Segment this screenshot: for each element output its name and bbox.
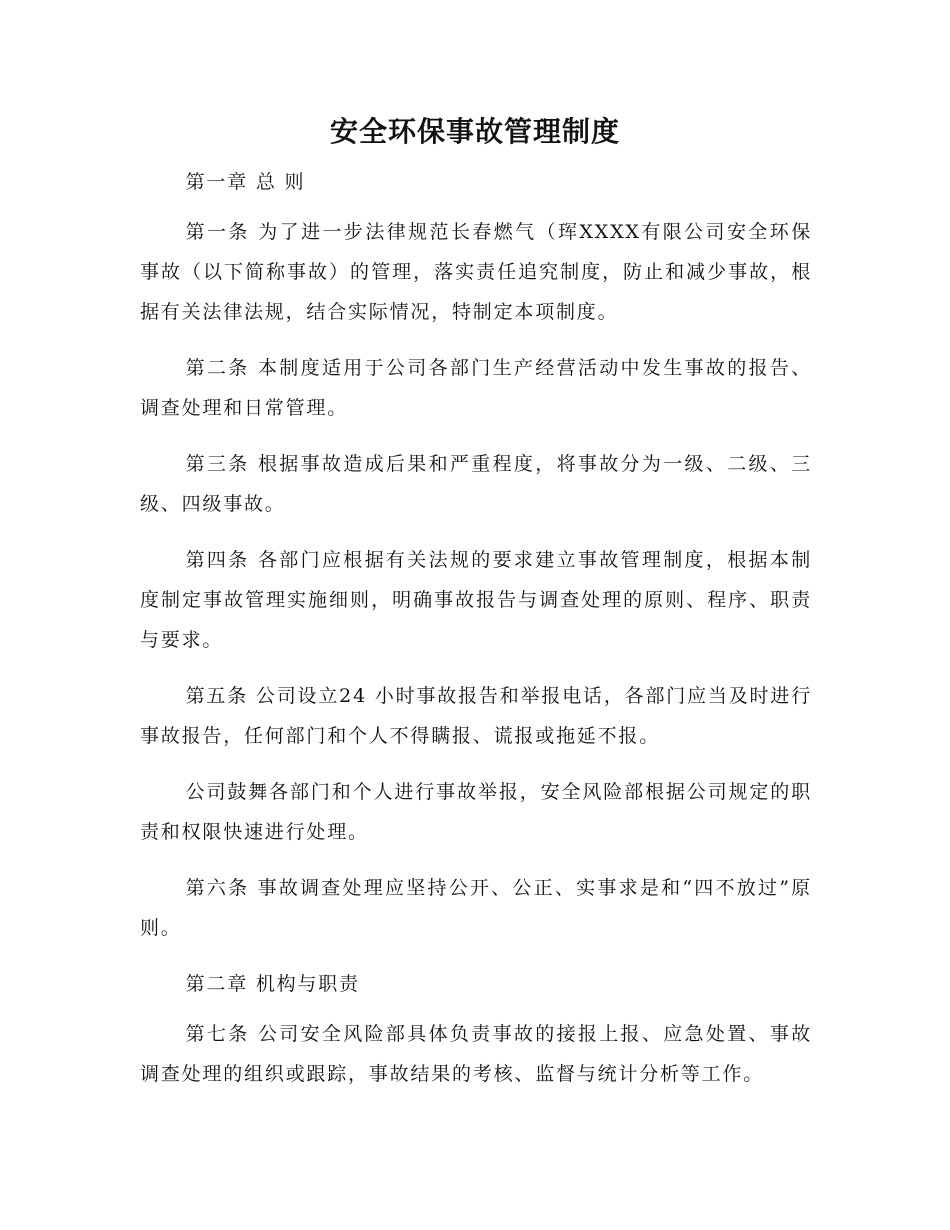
article-paragraph: 第六条 事故调查处理应坚持公开、公正、实事求是和“四不放过”原则。	[140, 877, 812, 939]
document-title: 安全环保事故管理制度	[329, 115, 620, 148]
document-body	[140, 162, 812, 1110]
article-paragraph: 第二条 本制度适用于公司各部门生产经营活动中发生事故的报告、调查处理和日常管理。	[140, 357, 812, 419]
article-paragraph: 第四条 各部门应根据有关法规的要求建立事故管理制度，根据本制度制定事故管理实施细则，明确事故报告与调查处理的原则、程序、职责与要求。	[140, 549, 812, 651]
chapter-heading: 第二章 机构与职责	[185, 973, 360, 995]
article-paragraph: 第三条 根据事故造成后果和严重程度，将事故分为一级、二级、三级、四级事故。	[140, 453, 812, 515]
chapter-heading: 第一章 总 则	[185, 171, 306, 193]
article-paragraph: 第七条 公司安全风险部具体负责事故的接报上报、应急处置、事故调查处理的组织或跟踪，事故结果的考核、监督与统计分析等工作。	[140, 1023, 812, 1085]
article-paragraph: 第一条 为了进一步法律规范长春燃气（珲XXXX有限公司安全环保事故（以下简称事故）的管理，落实责任追究制度，防止和减少事故，根据有关法律法规，结合实际情况，特制定本项制度。	[140, 221, 812, 323]
article-paragraph: 第五条 公司设立24 小时事故报告和举报电话，各部门应当及时进行事故报告，任何部门和个人不得瞒报、谎报或拖延不报。	[140, 685, 812, 747]
body-paragraph: 公司鼓舞各部门和个人进行事故举报，安全风险部根据公司规定的职责和权限快速进行处理。	[140, 781, 812, 843]
